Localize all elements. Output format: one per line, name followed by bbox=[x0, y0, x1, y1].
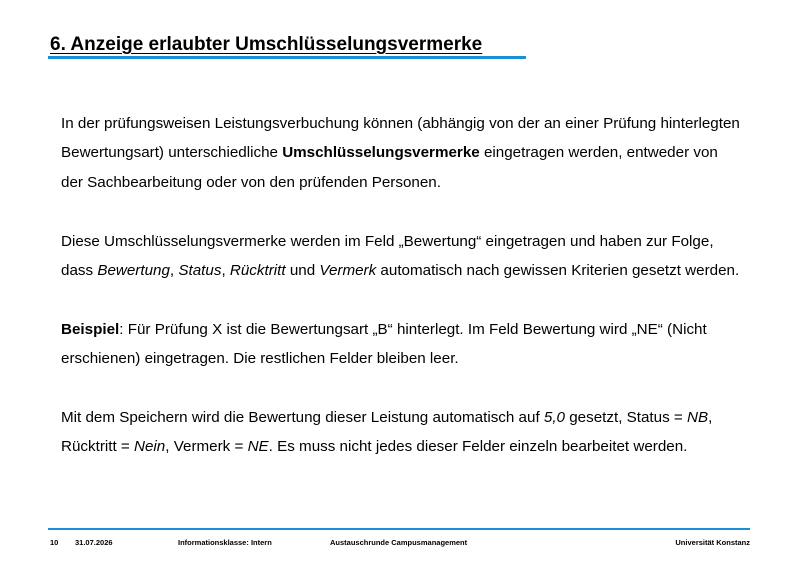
paragraph-result bbox=[61, 403, 741, 462]
text: , bbox=[169, 262, 179, 280]
page-title: 6. Anzeige erlaubter Umschlüsselungsvermerke bbox=[50, 34, 483, 55]
paragraph-intro bbox=[61, 109, 741, 197]
text: Diese Umschlüsselungsvermerke werden im Feld „Bewertung“ eingetragen und haben zur Folge, dass bbox=[61, 232, 714, 280]
emphasis-italic: Vermerk bbox=[319, 262, 377, 280]
text: und bbox=[285, 262, 320, 280]
emphasis-bold: Beispiel bbox=[61, 320, 120, 338]
emphasis-italic: 5,0 bbox=[543, 409, 566, 427]
emphasis-italic: Rücktritt bbox=[229, 262, 286, 280]
emphasis-italic: Status bbox=[178, 262, 222, 280]
text: . Es muss nicht jedes dieser Felder einzeln bearbeitet werden. bbox=[268, 438, 688, 456]
text: , Vermerk = bbox=[165, 438, 248, 456]
paragraph-effects bbox=[61, 227, 741, 286]
content-body bbox=[61, 109, 741, 491]
emphasis-italic: NE bbox=[247, 438, 269, 456]
emphasis-italic: Nein bbox=[134, 438, 166, 456]
text: Mit dem Speichern wird die Bewertung dieser Leistung automatisch auf bbox=[61, 409, 544, 427]
footer-classification: Informationsklasse: Intern bbox=[178, 538, 272, 547]
text: : Für Prüfung X ist die Bewertungsart „B“ hinterlegt. Im Feld Bewertung wird „NE“ (Nicht erschienen) eingetragen. Die restlichen Felder bleiben leer. bbox=[61, 320, 707, 368]
text: In der prüfungsweisen Leistungsverbuchung können (abhängig von der an einer Prüfung hinterlegten Bewertungsart) unterschiedliche bbox=[61, 115, 740, 162]
title-underline bbox=[48, 56, 526, 59]
text: automatisch nach gewissen Kriterien gesetzt werden. bbox=[376, 262, 740, 280]
footer-event: Austauschrunde Campusmanagement bbox=[330, 538, 468, 547]
emphasis-italic: NB bbox=[687, 409, 709, 427]
footer-divider bbox=[48, 528, 750, 530]
footer-page-number: 10 bbox=[50, 538, 59, 547]
text: , Rücktritt = bbox=[61, 409, 713, 456]
text: eingetragen werden, entweder von der Sachbearbeitung oder von den prüfenden Personen. bbox=[61, 144, 718, 191]
text: gesetzt, Status = bbox=[565, 409, 688, 427]
text: , bbox=[221, 262, 230, 280]
paragraph-example bbox=[61, 315, 741, 374]
footer-organization: Universität Konstanz bbox=[675, 538, 750, 547]
emphasis-bold: Umschlüsselungsvermerke bbox=[282, 144, 480, 162]
emphasis-italic: Bewertung bbox=[97, 262, 170, 280]
footer-date: 31.07.2026 bbox=[75, 538, 113, 547]
